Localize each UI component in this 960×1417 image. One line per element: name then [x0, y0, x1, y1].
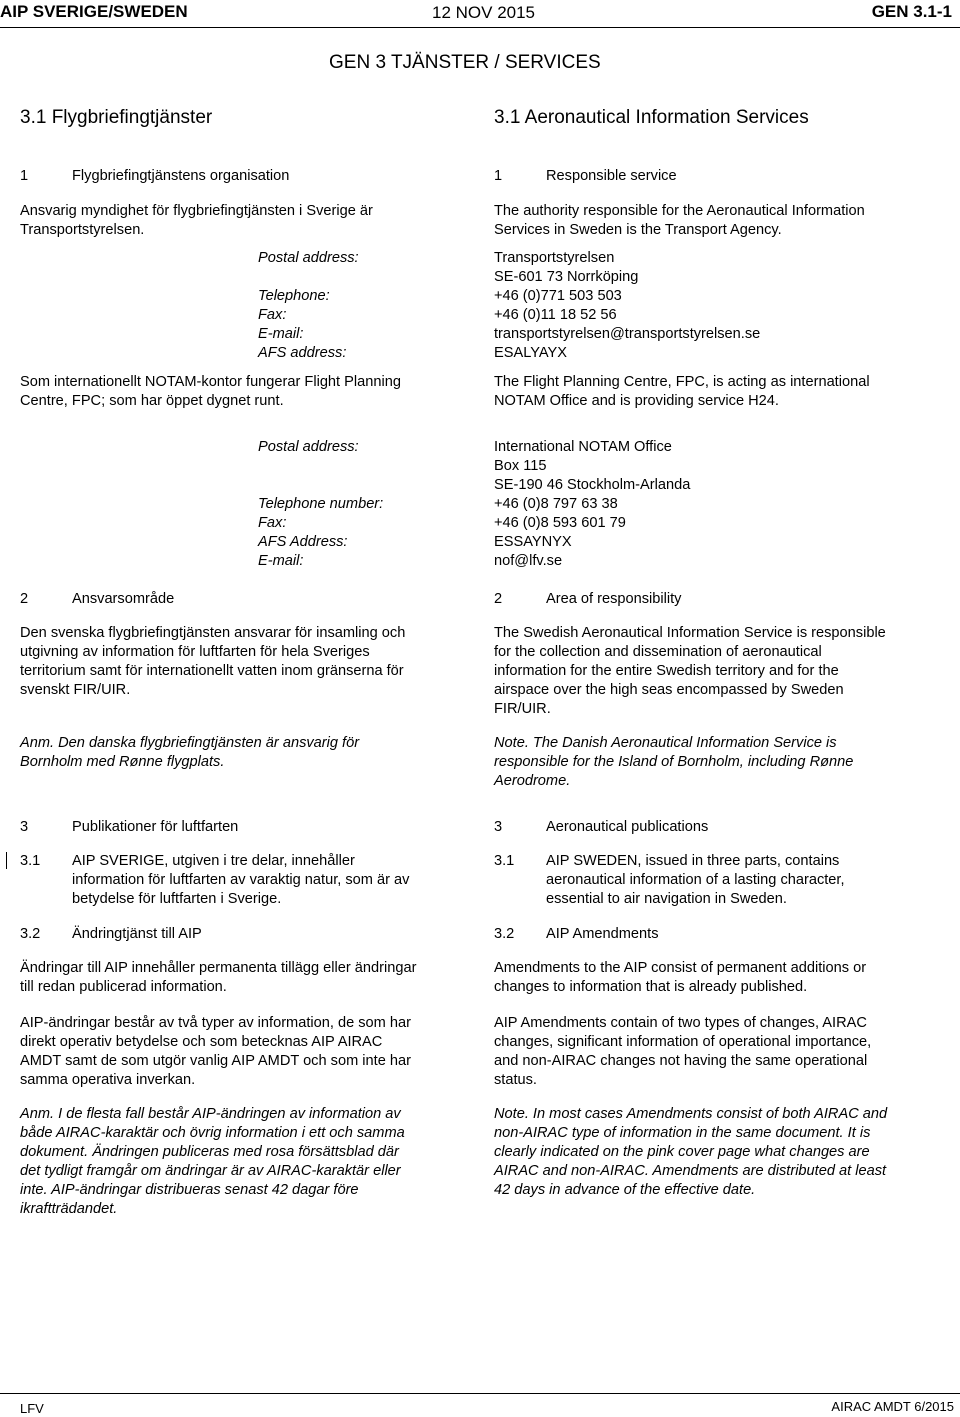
- contact2-fax-label: Fax:: [258, 515, 287, 531]
- contact2-tel: +46 (0)8 797 63 38: [494, 496, 618, 512]
- en-s2-l3: information for the entire Swedish territory and for the: [494, 663, 839, 679]
- en-s31-l1: AIP SWEDEN, issued in three parts, contains: [546, 853, 840, 869]
- change-bar: [6, 852, 7, 869]
- header-right: GEN 3.1-1: [871, 2, 952, 21]
- en-s32-p2-l1: AIP Amendments contain of two types of changes, AIRAC: [494, 1015, 867, 1031]
- sv-s31-l3: betydelse för luftfarten i Sverige.: [72, 891, 282, 907]
- footer-right: AIRAC AMDT 6/2015: [831, 1399, 954, 1414]
- sv-s32-p1-l2: till redan publicerad information.: [20, 979, 227, 995]
- en-s2-note-l3: Aerodrome.: [494, 773, 571, 789]
- en-s2-note-l2: responsible for the Island of Bornholm, including Rønne: [494, 754, 854, 770]
- sv-s1-text-l1: Ansvarig myndighet för flygbriefingtjänsten i Sverige är: [20, 203, 373, 219]
- en-s2-l2: for the collection and dissemination of aeronautical: [494, 644, 822, 660]
- en-s32-note-l3: clearly indicated on the pink cover page what changes are: [494, 1144, 870, 1160]
- en-s2-title: Area of responsibility: [546, 591, 682, 607]
- sv-s32-title: Ändringtjänst till AIP: [72, 926, 202, 942]
- contact2-postal-l1: International NOTAM Office: [494, 439, 672, 455]
- sv-s32-note-l4: det tydligt framgår om ändringar är av AIRAC-karaktär eller: [20, 1163, 401, 1179]
- contact1-tel: +46 (0)771 503 503: [494, 288, 622, 304]
- sv-s32-note-l6: ikraftträdandet.: [20, 1201, 118, 1217]
- en-s32-note-l2: non-AIRAC type of information in the same document. It is: [494, 1125, 871, 1141]
- contact1-postal-l2: SE-601 73 Norrköping: [494, 269, 639, 285]
- contact1-tel-label: Telephone:: [258, 288, 330, 304]
- en-s32-p2-l2: changes, significant information of operational importance,: [494, 1034, 872, 1050]
- header-date: 12 NOV 2015: [432, 3, 536, 22]
- contact1-fax-label: Fax:: [258, 307, 287, 323]
- en-s32-num: 3.2: [494, 926, 515, 942]
- contact2-email: nof@lfv.se: [494, 553, 563, 569]
- en-s32-note-l5: 42 days in advance of the effective date.: [494, 1182, 756, 1198]
- footer-rule: [0, 1393, 960, 1394]
- contact1-postal-label: Postal address:: [258, 250, 359, 266]
- page-title: GEN 3 TJÄNSTER / SERVICES: [329, 52, 601, 73]
- sv-s2-l4: svenskt FIR/UIR.: [20, 682, 131, 698]
- sv-s1-title: Flygbriefingtjänstens organisation: [72, 168, 290, 184]
- contact2-postal-l2: Box 115: [494, 458, 547, 474]
- en-s32-title: AIP Amendments: [546, 926, 659, 942]
- sv-s31-num: 3.1: [20, 853, 41, 869]
- sv-section-heading: 3.1 Flygbriefingtjänster: [20, 107, 213, 128]
- en-s2-l5: FIR/UIR.: [494, 701, 551, 717]
- sv-s2-title: Ansvarsområde: [72, 591, 175, 607]
- sv-s2-l1: Den svenska flygbriefingtjänsten ansvarar för insamling och: [20, 625, 406, 641]
- sv-s2-note-l2: Bornholm med Rønne flygplats.: [20, 754, 225, 770]
- sv-s32-note-l2: både AIRAC-karaktär och övrig information i ett och samma: [20, 1125, 405, 1141]
- sv-notam-l2: Centre, FPC; som har öppet dygnet runt.: [20, 393, 284, 409]
- en-s3-title: Aeronautical publications: [546, 819, 709, 835]
- sv-s32-note-l5: inte. AIP-ändringar distribueras senast 42 dagar före: [20, 1182, 359, 1198]
- sv-s32-p2-l1: AIP-ändringar består av två typer av information, de som har: [20, 1015, 411, 1031]
- contact1-afs-label: AFS address:: [258, 345, 347, 361]
- en-s32-note-l4: AIRAC and non-AIRAC. Amendments are distributed at least: [494, 1163, 887, 1179]
- en-s31-l2: aeronautical information of a lasting character,: [546, 872, 845, 888]
- contact2-afs: ESSAYNYX: [494, 534, 572, 550]
- sv-s31-l2: information för luftfarten av varaktig natur, som är av: [72, 872, 410, 888]
- footer-left: LFV: [20, 1401, 44, 1416]
- sv-s1-num: 1: [20, 168, 29, 184]
- contact1-afs: ESALYAYX: [494, 345, 568, 361]
- contact2-postal-label: Postal address:: [258, 439, 359, 455]
- sv-s32-p2-l3: AMDT samt de som utgör vanlig AIP AMDT och som inte har: [20, 1053, 411, 1069]
- sv-s32-p2-l4: samma operativa inverkan.: [20, 1072, 196, 1088]
- en-s1-title: Responsible service: [546, 168, 677, 184]
- sv-s32-note-l3: dokument. Ändringen publiceras med rosa försättsblad där: [20, 1144, 399, 1160]
- sv-s32-note-l1: Anm. I de flesta fall består AIP-ändringen av information av: [20, 1106, 401, 1122]
- en-s32-p1-l2: changes to information that is already published.: [494, 979, 808, 995]
- contact1-email-label: E-mail:: [258, 326, 304, 342]
- header-rule: [0, 27, 960, 28]
- en-s32-p1-l1: Amendments to the AIP consist of permanent additions or: [494, 960, 867, 976]
- sv-s1-text-l2: Transportstyrelsen.: [20, 222, 145, 238]
- en-s32-p2-l3: and non-AIRAC changes not having the same operational: [494, 1053, 868, 1069]
- contact2-email-label: E-mail:: [258, 553, 304, 569]
- en-s2-num: 2: [494, 591, 503, 607]
- en-s32-p2-l4: status.: [494, 1072, 537, 1088]
- sv-s2-l2: utgivning av information för luftfarten för hela Sveriges: [20, 644, 370, 660]
- contact2-fax: +46 (0)8 593 601 79: [494, 515, 626, 531]
- en-s2-l1: The Swedish Aeronautical Information Service is responsible: [494, 625, 886, 641]
- contact2-afs-label: AFS Address:: [258, 534, 348, 550]
- contact2-postal-l3: SE-190 46 Stockholm-Arlanda: [494, 477, 691, 493]
- en-s32-note-l1: Note. In most cases Amendments consist of both AIRAC and: [494, 1106, 888, 1122]
- contact2-tel-label: Telephone number:: [258, 496, 384, 512]
- sv-s2-num: 2: [20, 591, 29, 607]
- en-s1-text-l2: Services in Sweden is the Transport Agency.: [494, 222, 782, 238]
- en-s31-num: 3.1: [494, 853, 515, 869]
- sv-s2-l3: territorium samt för internationellt vatten inom gränserna för: [20, 663, 404, 679]
- sv-s31-l1: AIP SVERIGE, utgiven i tre delar, innehåller: [72, 853, 355, 869]
- sv-s3-num: 3: [20, 819, 29, 835]
- sv-s32-num: 3.2: [20, 926, 41, 942]
- en-section-heading: 3.1 Aeronautical Information Services: [494, 107, 809, 128]
- contact1-fax: +46 (0)11 18 52 56: [494, 307, 617, 323]
- en-s2-l4: airspace over the high seas encompassed by Sweden: [494, 682, 844, 698]
- en-notam-l2: NOTAM Office and is providing service H24.: [494, 393, 779, 409]
- en-s3-num: 3: [494, 819, 503, 835]
- en-s1-text-l1: The authority responsible for the Aeronautical Information: [494, 203, 865, 219]
- sv-s2-note-l1: Anm. Den danska flygbriefingtjänsten är ansvarig för: [20, 735, 360, 751]
- contact1-postal-l1: Transportstyrelsen: [494, 250, 615, 266]
- en-s31-l3: essential to air navigation in Sweden.: [546, 891, 787, 907]
- en-notam-l1: The Flight Planning Centre, FPC, is acting as international: [494, 374, 870, 390]
- header-left: AIP SVERIGE/SWEDEN: [0, 2, 188, 21]
- sv-notam-l1: Som internationellt NOTAM-kontor fungerar Flight Planning: [20, 374, 401, 390]
- sv-s32-p2-l2: direkt operativ betydelse och som betecknas AIP AIRAC: [20, 1034, 383, 1050]
- en-s2-note-l1: Note. The Danish Aeronautical Information Service is: [494, 735, 837, 751]
- sv-s32-p1-l1: Ändringar till AIP innehåller permanenta tillägg eller ändringar: [20, 960, 417, 976]
- sv-s3-title: Publikationer för luftfarten: [72, 819, 239, 835]
- contact1-email: transportstyrelsen@transportstyrelsen.se: [494, 326, 761, 342]
- en-s1-num: 1: [494, 168, 503, 184]
